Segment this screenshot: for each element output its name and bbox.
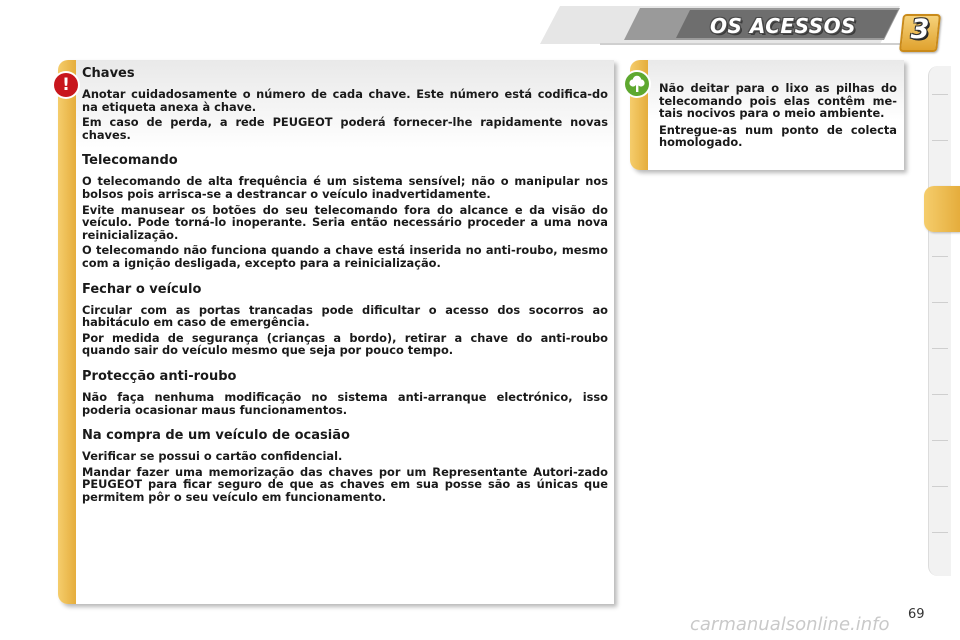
- section-title: Na compra de um veículo de ocasião: [82, 428, 350, 444]
- paragraph: O telecomando não funciona quando a chave está inserida no anti-roubo, mesmo com a ignição desligada, excepto para a reinicialização.: [82, 243, 608, 270]
- panel-accent-bar: [58, 60, 76, 604]
- section-chaves: [82, 66, 608, 141]
- section-title: Chaves: [82, 66, 135, 81]
- paragraph: Circular com as portas trancadas pode dificultar o acesso dos socorros ao habitáculo em caso de emergência.: [82, 302, 608, 330]
- paragraph: Evite manusear os botões do seu telecomando fora do alcance e da visão do veículo. Pode torná-lo inoperante. Seria então necessário proceder a uma nova reinicialização.: [82, 202, 608, 242]
- warning-content: [82, 66, 608, 515]
- paragraph: Mandar fazer uma memorização das chaves por um Representante Autori-zado PEUGEOT para ficar seguro de que as chaves em sua posse são as únicas que permitem pôr o seu veículo em funcionamento.: [82, 464, 608, 504]
- eco-content: [659, 82, 897, 153]
- section-fechar-veiculo: [82, 282, 608, 357]
- page-number: 69: [908, 607, 925, 622]
- watermark: carmanualsonline.info: [690, 614, 890, 635]
- tree-icon: [625, 72, 649, 96]
- warning-icon: !: [54, 73, 78, 97]
- paragraph: Verificar se possui o cartão confidencial.: [82, 449, 343, 464]
- section-veiculo-ocasiao: [82, 428, 608, 503]
- chapter-title: OS ACESSOS: [710, 14, 857, 38]
- paragraph: Entregue-as num ponto de colecta homologado.: [659, 122, 897, 150]
- paragraph: Anotar cuidadosamente o número de cada chave. Este número está codifica-do na etiqueta anexa à chave.: [82, 87, 608, 114]
- paragraph: Em caso de perda, a rede PEUGEOT poderá fornecer-lhe rapidamente novas chaves.: [82, 115, 608, 142]
- chapter-tabs: [928, 66, 952, 576]
- section-anti-roubo: [82, 369, 608, 416]
- paragraph: Por medida de segurança (crianças a bordo), retirar a chave do anti-roubo quando sair do veículo mesmo que seja por pouco tempo.: [82, 330, 608, 358]
- section-telecomando: [82, 153, 608, 269]
- section-title: Telecomando: [82, 153, 178, 169]
- paragraph: Não faça nenhuma modificação no sistema anti-arranque electrónico, isso poderia ocasionar maus funcionamentos.: [82, 389, 608, 417]
- chapter-header: [0, 0, 960, 50]
- chapter-number: 3: [910, 14, 930, 45]
- section-title: Fechar o veículo: [82, 281, 202, 297]
- paragraph: O telecomando de alta frequência é um sistema sensível; não o manipular nos bolsos pois arrisca-se a destrancar o veículo inadvertidamente.: [82, 174, 608, 201]
- active-chapter-tab[interactable]: [924, 186, 960, 232]
- section-title: Protecção anti-roubo: [82, 368, 237, 384]
- paragraph: Não deitar para o lixo as pilhas do telecomando pois elas contêm me-tais nocivos para o meio ambiente.: [659, 81, 897, 121]
